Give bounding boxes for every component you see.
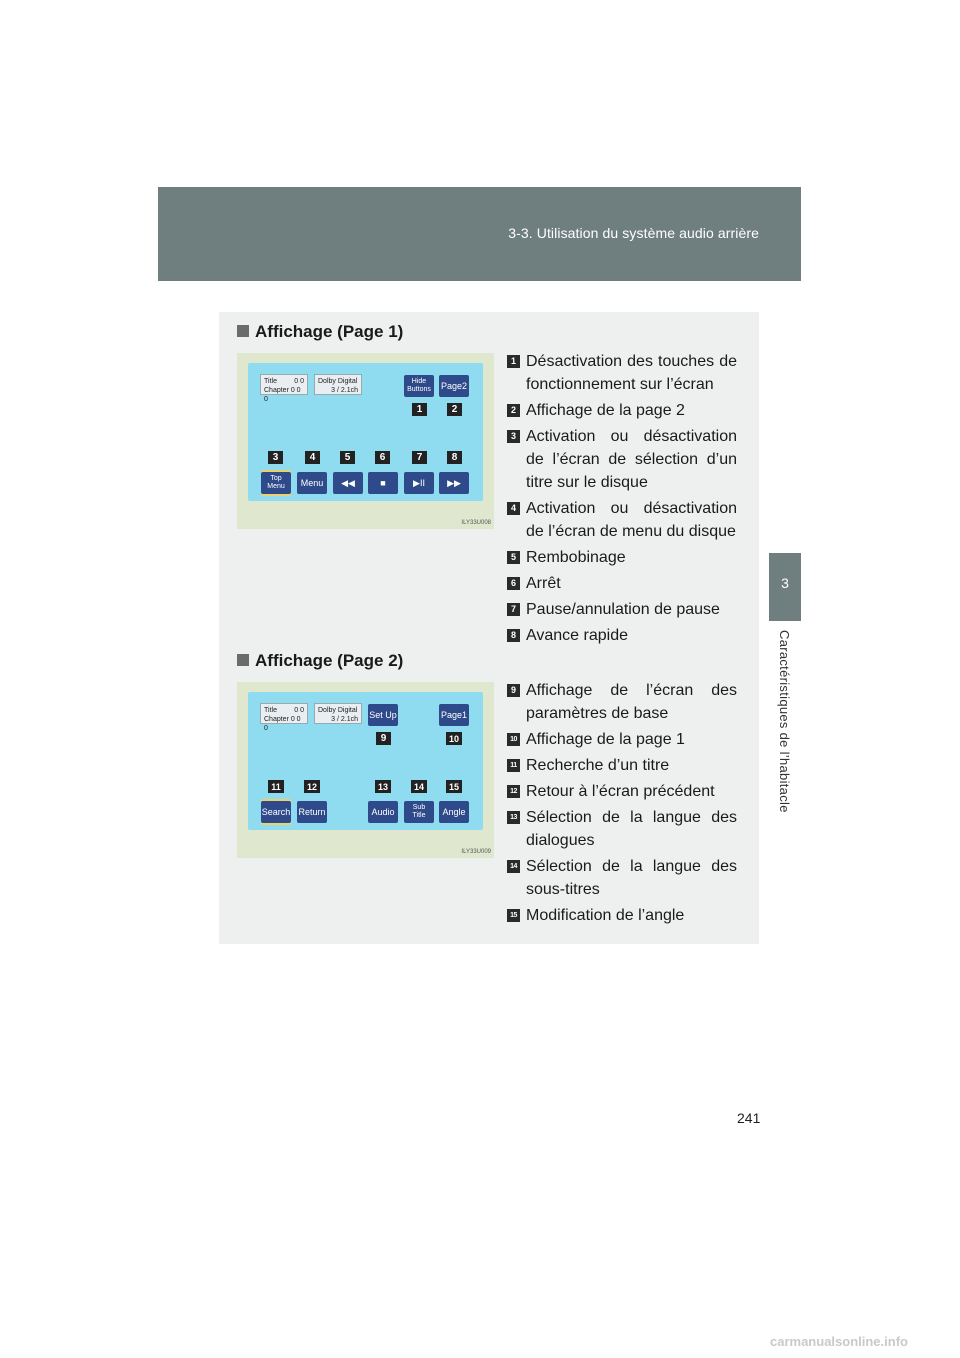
item-text: Retour à l’écran précédent (526, 783, 715, 800)
number-badge-icon: 15 (507, 909, 520, 922)
search-button[interactable]: Search (261, 801, 291, 823)
list-item (507, 679, 737, 725)
page2-button[interactable]: Page2 (439, 375, 469, 397)
number-badge-icon: 14 (507, 860, 520, 873)
callout-9: 9 (376, 732, 391, 745)
number-badge-icon: 12 (507, 785, 520, 798)
list-item (507, 598, 737, 621)
list-item (507, 780, 737, 803)
hide-buttons-button[interactable] (404, 375, 434, 397)
info-title-label: Title (264, 707, 277, 714)
number-badge-icon: 10 (507, 733, 520, 746)
info-chapter: Chapter 0 0 0 (264, 387, 301, 403)
fast-forward-button[interactable]: ▶▶ (439, 472, 469, 494)
menu-button[interactable]: Menu (297, 472, 327, 494)
sub-label-2: Title (412, 812, 426, 819)
callout-15: 15 (446, 780, 462, 793)
hide-label-2: Buttons (407, 386, 431, 393)
number-badge-icon: 7 (507, 603, 520, 616)
screen-display (248, 363, 483, 501)
setup-button[interactable]: Set Up (368, 704, 398, 726)
number-badge-icon: 11 (507, 759, 520, 772)
callout-2: 2 (447, 403, 462, 416)
figure-code: ILY33U008 (461, 520, 491, 526)
callout-1: 1 (412, 403, 427, 416)
list-item (507, 728, 737, 751)
audio-button[interactable]: Audio (368, 801, 398, 823)
callout-7: 7 (412, 451, 427, 464)
legend-list-page1 (507, 350, 737, 650)
top-label-2: Menu (267, 483, 285, 490)
dolby-info (314, 703, 362, 724)
dolby-line2: 3 / 2.1ch (331, 387, 358, 394)
item-text: Avance rapide (526, 627, 628, 644)
list-item (507, 806, 737, 852)
item-text: Arrêt (526, 575, 561, 592)
item-text: Sélection de la langue des dialogues (526, 809, 737, 849)
return-button[interactable]: Return (297, 801, 327, 823)
screen-illustration-page2 (237, 682, 494, 858)
list-item (507, 624, 737, 647)
list-item (507, 904, 737, 927)
number-badge-icon: 1 (507, 355, 520, 368)
number-badge-icon: 9 (507, 684, 520, 697)
number-badge-icon: 8 (507, 629, 520, 642)
section-title: 3-3. Utilisation du système audio arrière (508, 225, 759, 241)
item-text: Affichage de la page 2 (526, 402, 685, 419)
section-heading-page2 (237, 651, 403, 671)
chapter-tab (769, 553, 801, 621)
page-number: 241 (737, 1110, 761, 1126)
info-title-value: 0 0 (294, 707, 304, 714)
number-badge-icon: 5 (507, 551, 520, 564)
item-text: Modification de l’angle (526, 907, 685, 924)
subtitle-button[interactable] (404, 801, 434, 823)
rewind-button[interactable]: ◀◀ (333, 472, 363, 494)
list-item (507, 497, 737, 543)
number-badge-icon: 13 (507, 811, 520, 824)
figure-code: ILY33U009 (461, 849, 491, 855)
callout-11: 11 (268, 780, 284, 793)
list-item (507, 572, 737, 595)
section-heading-text: Affichage (Page 2) (255, 651, 404, 670)
square-bullet-icon (237, 654, 249, 666)
callout-4: 4 (305, 451, 320, 464)
number-badge-icon: 3 (507, 430, 520, 443)
dolby-line2: 3 / 2.1ch (331, 716, 358, 723)
item-text: Désactivation des touches de fonctionnement sur l’écran (526, 353, 737, 393)
callout-10: 10 (446, 732, 462, 745)
callout-3: 3 (268, 451, 283, 464)
chapter-number: 3 (781, 575, 789, 591)
dolby-line1: Dolby Digital (318, 378, 358, 385)
list-item (507, 399, 737, 422)
number-badge-icon: 2 (507, 404, 520, 417)
section-heading-page1 (237, 322, 403, 342)
section-heading-text: Affichage (Page 1) (255, 322, 404, 341)
number-badge-icon: 6 (507, 577, 520, 590)
chapter-label-text: Caractéristiques de l’habitacle (777, 630, 792, 813)
footer-watermark: carmanualsonline.info (770, 1334, 908, 1349)
item-text: Sélection de la langue des sous-titres (526, 858, 737, 898)
callout-8: 8 (447, 451, 462, 464)
dolby-line1: Dolby Digital (318, 707, 358, 714)
number-badge-icon: 4 (507, 502, 520, 515)
item-text: Rembobinage (526, 549, 626, 566)
sub-label-1: Sub (412, 804, 426, 811)
item-text: Affichage de l’écran des paramètres de base (526, 682, 737, 722)
legend-list-page2 (507, 679, 737, 930)
square-bullet-icon (237, 325, 249, 337)
info-title-label: Title (264, 378, 277, 385)
list-item (507, 546, 737, 569)
callout-14: 14 (411, 780, 427, 793)
title-chapter-info (260, 703, 308, 732)
chapter-label (770, 630, 800, 830)
callout-5: 5 (340, 451, 355, 464)
callout-13: 13 (375, 780, 391, 793)
screen-display (248, 692, 483, 830)
header-band (158, 187, 801, 281)
item-text: Affichage de la page 1 (526, 731, 685, 748)
play-pause-button[interactable]: ▶II (404, 472, 434, 494)
list-item (507, 350, 737, 396)
info-title-value: 0 0 (294, 378, 304, 385)
info-chapter: Chapter 0 0 0 (264, 716, 301, 732)
page1-button[interactable]: Page1 (439, 704, 469, 726)
list-item (507, 754, 737, 777)
item-text: Pause/annulation de pause (526, 601, 720, 618)
title-chapter-info (260, 374, 308, 403)
top-label-1: Top (270, 475, 282, 482)
list-item (507, 855, 737, 901)
angle-button[interactable]: Angle (439, 801, 469, 823)
list-item (507, 425, 737, 494)
hide-label-1: Hide (411, 378, 427, 385)
top-menu-button[interactable] (261, 472, 291, 494)
callout-12: 12 (304, 780, 320, 793)
dolby-info (314, 374, 362, 395)
callout-6: 6 (375, 451, 390, 464)
item-text: Recherche d’un titre (526, 757, 670, 774)
screen-illustration-page1 (237, 353, 494, 529)
item-text: Activation ou désactivation de l’écran de sélection d’un titre sur le disque (526, 428, 737, 491)
item-text: Activation ou désactivation de l’écran de menu du disque (526, 500, 737, 540)
stop-button[interactable]: ■ (368, 472, 398, 494)
